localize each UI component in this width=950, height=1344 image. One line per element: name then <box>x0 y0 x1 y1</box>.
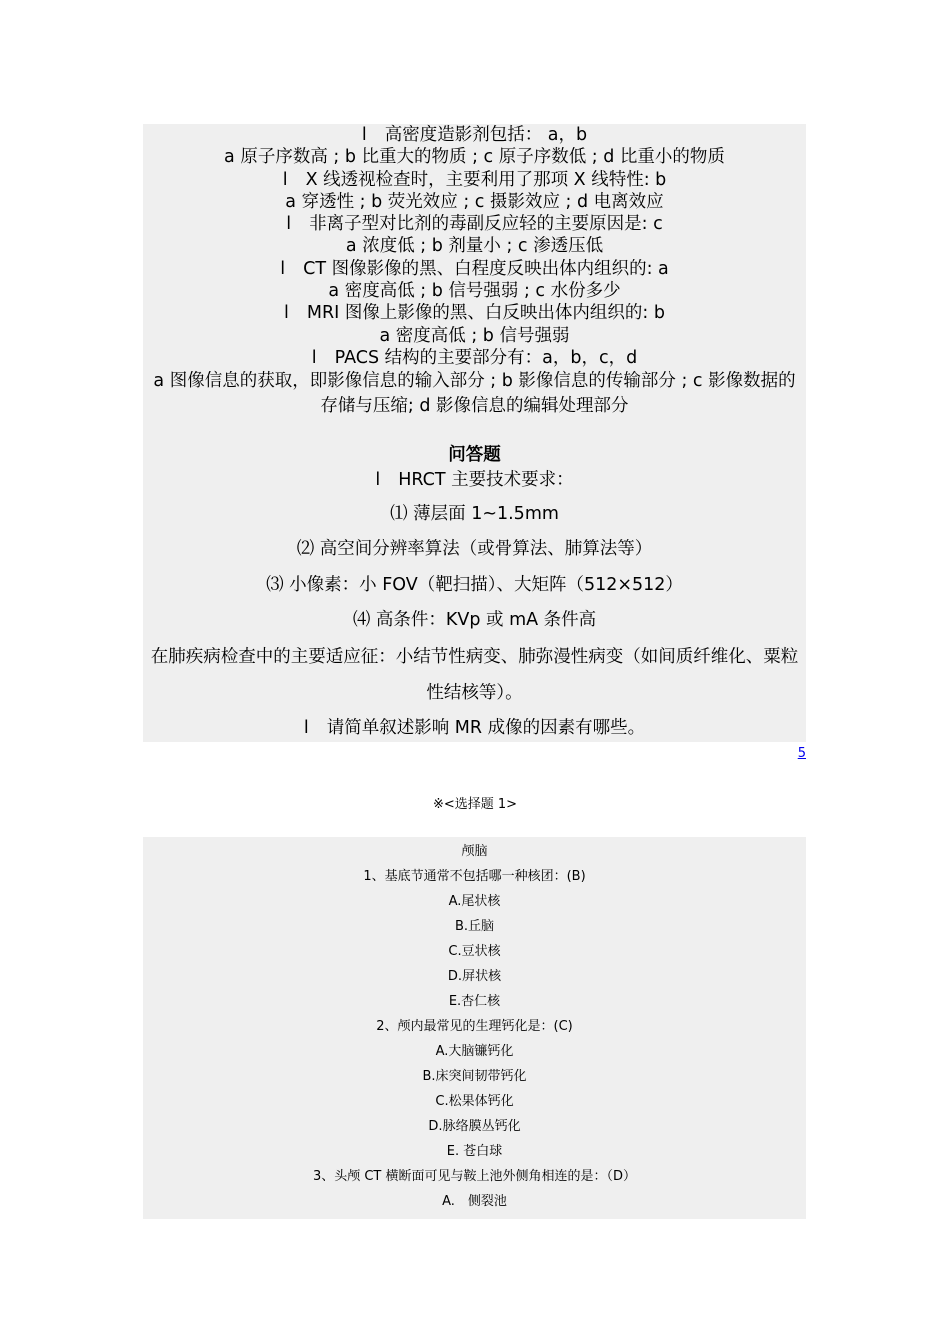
quiz-question: 1、基底节通常不包括哪一种核团：(B) <box>363 869 586 884</box>
quiz-question: 2、颅内最常见的生理钙化是：(C) <box>376 1019 573 1034</box>
quiz-question-list <box>143 864 806 1214</box>
mr-question-text: 请简单叙述影响 MR 成像的因素有哪些。 <box>326 717 646 738</box>
bullet-marker: l <box>361 125 367 145</box>
line-text: PACS 结构的主要部分有：a，b，c，d <box>334 347 638 368</box>
line-text: 高密度造影剂包括： a，b <box>384 125 588 145</box>
line-text: a 密度高低 ; b 信号强弱 <box>379 325 570 346</box>
line-text: MRI 图像上影像的黑、白反映出体内组织的: b <box>306 303 665 324</box>
mr-question <box>143 711 806 747</box>
quiz-title: 颅脑 <box>461 844 488 859</box>
bullet-marker: l <box>286 214 292 235</box>
question-line <box>143 258 806 280</box>
quiz-option: B.床突间韧带钙化 <box>422 1069 527 1084</box>
hrct-requirement: ⑴ 薄层面 1~1.5mm <box>390 503 559 524</box>
pacs-detail: a 图像信息的获取，即影像信息的输入部分 ; b 影像信息的传输部分 ; c 影像数据的存储与压缩; d 影像信息的编辑处理部分 <box>153 371 796 417</box>
bullet-marker: l <box>284 303 289 324</box>
line-text: 非离子型对比剂的毒副反应轻的主要原因是: c <box>309 214 663 235</box>
quiz-option: E.杏仁核 <box>448 994 501 1009</box>
bullet-marker: l <box>280 258 286 279</box>
bullet-marker: l <box>303 717 309 738</box>
quiz-option: E. 苍白球 <box>446 1144 503 1159</box>
line-text: a 浓度低 ; b 剂量小 ; c 渗透压低 <box>345 236 604 257</box>
multiple-choice-list <box>143 124 806 369</box>
bullet-marker: l <box>282 169 288 190</box>
lung-indication: 在肺疾病检查中的主要适应征：小结节性病变、肺弥漫性病变（如间质纤维化、粟粒性结核等）。 <box>150 646 799 703</box>
quiz-option: C.豆状核 <box>448 944 501 959</box>
options-line <box>143 191 806 213</box>
quiz-option: B.丘脑 <box>454 919 495 934</box>
quiz-option: A. 侧裂池 <box>442 1194 507 1209</box>
line-text: X 线透视检查时，主要利用了那项 X 线特性: b <box>305 169 667 190</box>
answer-panel <box>143 124 806 742</box>
quiz-option: C.松果体钙化 <box>435 1094 514 1109</box>
page-number-link[interactable]: 5 <box>797 746 806 761</box>
hrct-title-text: HRCT 主要技术要求： <box>398 470 574 491</box>
line-text: a 密度高低 ; b 信号强弱 ; c 水份多少 <box>328 281 621 302</box>
question-line <box>143 213 806 235</box>
line-text: a 穿透性 ; b 荧光效应 ; c 摄影效应 ; d 电离效应 <box>285 191 664 212</box>
line-text: CT 图像影像的黑、白程度反映出体内组织的: a <box>303 258 669 279</box>
qa-heading: 问答题 <box>448 445 501 466</box>
quiz-question: 3、头颅 CT 横断面可见与鞍上池外侧角相连的是：（D） <box>312 1169 637 1184</box>
bullet-marker: l <box>311 347 317 368</box>
options-line <box>143 235 806 257</box>
question-line <box>143 302 806 324</box>
quiz-option: D.脉络膜丛钙化 <box>428 1119 521 1134</box>
section-caption: ※<选择题 1> <box>432 797 518 812</box>
question-line <box>143 124 806 146</box>
hrct-title <box>143 469 806 491</box>
options-line <box>143 325 806 347</box>
quiz-option: A.尾状核 <box>448 894 501 909</box>
question-line <box>143 347 806 369</box>
options-line <box>143 146 806 168</box>
quiz-panel <box>143 837 806 1219</box>
quiz-option: A.大脑镰钙化 <box>435 1044 514 1059</box>
line-text: a 原子序数高 ; b 比重大的物质 ; c 原子序数低 ; d 比重小的物质 <box>224 147 725 168</box>
hrct-requirement: ⑷ 高条件：KVp 或 mA 条件高 <box>352 610 597 631</box>
question-line <box>143 169 806 191</box>
quiz-option: D.屏状核 <box>447 969 502 984</box>
hrct-requirement: ⑵ 高空间分辨率算法（或骨算法、肺算法等） <box>296 539 653 560</box>
hrct-requirements-list <box>143 497 806 639</box>
bullet-marker: l <box>375 470 381 491</box>
hrct-requirement: ⑶ 小像素：小 FOV（靶扫描）、大矩阵（512×512） <box>266 574 683 595</box>
options-line <box>143 280 806 302</box>
